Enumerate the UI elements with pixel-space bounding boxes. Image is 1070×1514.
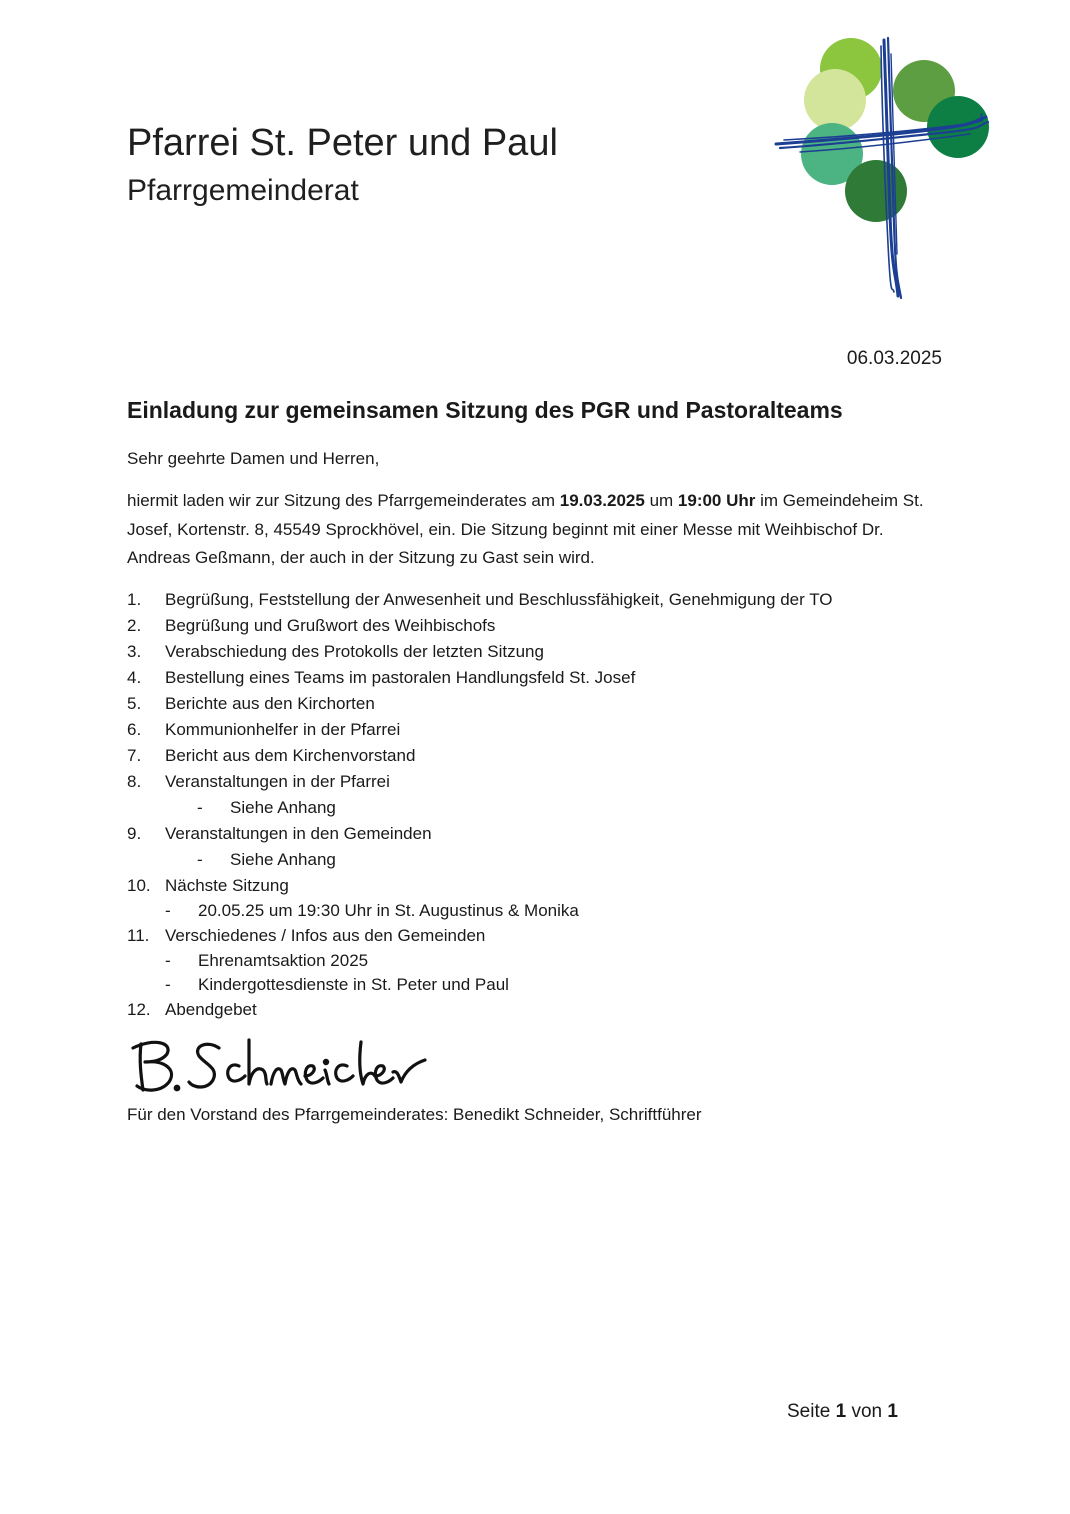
council-subtitle: Pfarrgemeinderat — [127, 174, 359, 207]
intro-paragraph — [127, 487, 947, 573]
agenda-subitem-dash: - — [165, 975, 171, 994]
agenda-item-text: Abendgebet — [165, 1000, 257, 1019]
agenda-item-number: 1. — [127, 590, 142, 609]
agenda-subitem — [127, 949, 947, 973]
page-total: 1 — [887, 1401, 898, 1422]
agenda-item-number: 8. — [127, 772, 142, 791]
agenda-subitem-dash: - — [165, 901, 171, 920]
salutation: Sehr geehrte Damen und Herren, — [127, 449, 380, 468]
agenda-item-text: Veranstaltungen in der Pfarrei — [165, 772, 390, 791]
intro-text-2: um — [644, 491, 678, 510]
letter-date: 06.03.2025 — [846, 348, 942, 369]
agenda-item-number: 11. — [127, 926, 150, 945]
agenda-item — [127, 769, 947, 795]
agenda-item-number: 12. — [127, 1000, 151, 1019]
agenda-item-text: Verschiedenes / Infos aus den Gemeinden — [165, 926, 486, 945]
agenda-subitem — [127, 899, 947, 923]
agenda-item-number: 4. — [127, 668, 142, 687]
agenda-item-text: Kommunionhelfer in der Pfarrei — [165, 720, 401, 739]
page-of-label: von — [851, 1401, 883, 1422]
agenda-item-text: Begrüßung, Feststellung der Anwesenheit und Beschlussfähigkeit, Genehmigung der TO — [165, 590, 833, 609]
signature-image — [127, 1030, 437, 1098]
agenda-subitem-text: Siehe Anhang — [230, 798, 336, 817]
page-label: Seite — [787, 1401, 831, 1422]
agenda-item-text: Begrüßung und Grußwort des Weihbischofs — [165, 616, 496, 635]
intro-text-3: im Gemeindeheim St. Josef, Kortenstr. 8, 45549 Sprockhövel, ein. Die Sitzung beginnt mit einer Messe mit Weihbischof Dr. Andreas Geßmann, der auch in der Sitzung zu Gast sein wird. — [127, 491, 924, 567]
agenda-item — [127, 587, 947, 613]
parish-title: Pfarrei St. Peter und Paul — [127, 122, 558, 164]
agenda-item-number: 10. — [127, 876, 151, 895]
agenda-list — [127, 587, 947, 1023]
agenda-item-text: Berichte aus den Kirchorten — [165, 694, 375, 713]
agenda-item — [127, 613, 947, 639]
agenda-item — [127, 717, 947, 743]
agenda-subitem-text: Siehe Anhang — [230, 850, 336, 869]
agenda-subitem-dash: - — [165, 951, 171, 970]
agenda-item — [127, 873, 947, 899]
agenda-item — [127, 691, 947, 717]
agenda-subitem — [127, 973, 947, 997]
page-current: 1 — [835, 1401, 847, 1422]
agenda-item-number: 6. — [127, 720, 142, 739]
agenda-item-number: 3. — [127, 642, 142, 661]
agenda-item — [127, 665, 947, 691]
letter-headline: Einladung zur gemeinsamen Sitzung des PGR und Pastoralteams — [127, 397, 843, 423]
agenda-item — [127, 821, 947, 847]
page-number — [787, 1399, 898, 1425]
meeting-time: 19:00 Uhr — [677, 491, 756, 510]
agenda-item-text: Bericht aus dem Kirchenvorstand — [165, 746, 416, 765]
agenda-item-text: Veranstaltungen in den Gemeinden — [165, 824, 432, 843]
agenda-subitem-text: Ehrenamtsaktion 2025 — [198, 951, 369, 970]
agenda-item-number: 9. — [127, 824, 142, 843]
agenda-subitem-dash: - — [197, 850, 203, 869]
logo-circle-forest-green — [845, 160, 907, 222]
agenda-item-text: Bestellung eines Teams im pastoralen Handlungsfeld St. Josef — [165, 668, 636, 687]
agenda-subitem-text: 20.05.25 um 19:30 Uhr in St. Augustinus & Monika — [198, 901, 579, 920]
agenda-item-number: 2. — [127, 616, 142, 635]
agenda-item — [127, 997, 947, 1023]
agenda-subitem — [127, 795, 947, 821]
intro-text-1: hiermit laden wir zur Sitzung des Pfarrgemeinderates am — [127, 491, 560, 510]
agenda-item-number: 5. — [127, 694, 142, 713]
agenda-item — [127, 743, 947, 769]
agenda-item — [127, 639, 947, 665]
agenda-item-number: 7. — [127, 746, 142, 765]
parish-logo — [770, 34, 995, 304]
agenda-subitem — [127, 847, 947, 873]
agenda-item-text: Nächste Sitzung — [165, 876, 289, 895]
agenda-item-text: Verabschiedung des Protokolls der letzten Sitzung — [165, 642, 544, 661]
logo-circle-pale-green — [804, 69, 866, 131]
meeting-date: 19.03.2025 — [559, 491, 645, 510]
signer-line: Für den Vorstand des Pfarrgemeinderates: Benedikt Schneider, Schriftführer — [127, 1105, 702, 1124]
agenda-item — [127, 923, 947, 949]
agenda-subitem-text: Kindergottesdienste in St. Peter und Paul — [198, 975, 509, 994]
agenda-subitem-dash: - — [197, 798, 203, 817]
